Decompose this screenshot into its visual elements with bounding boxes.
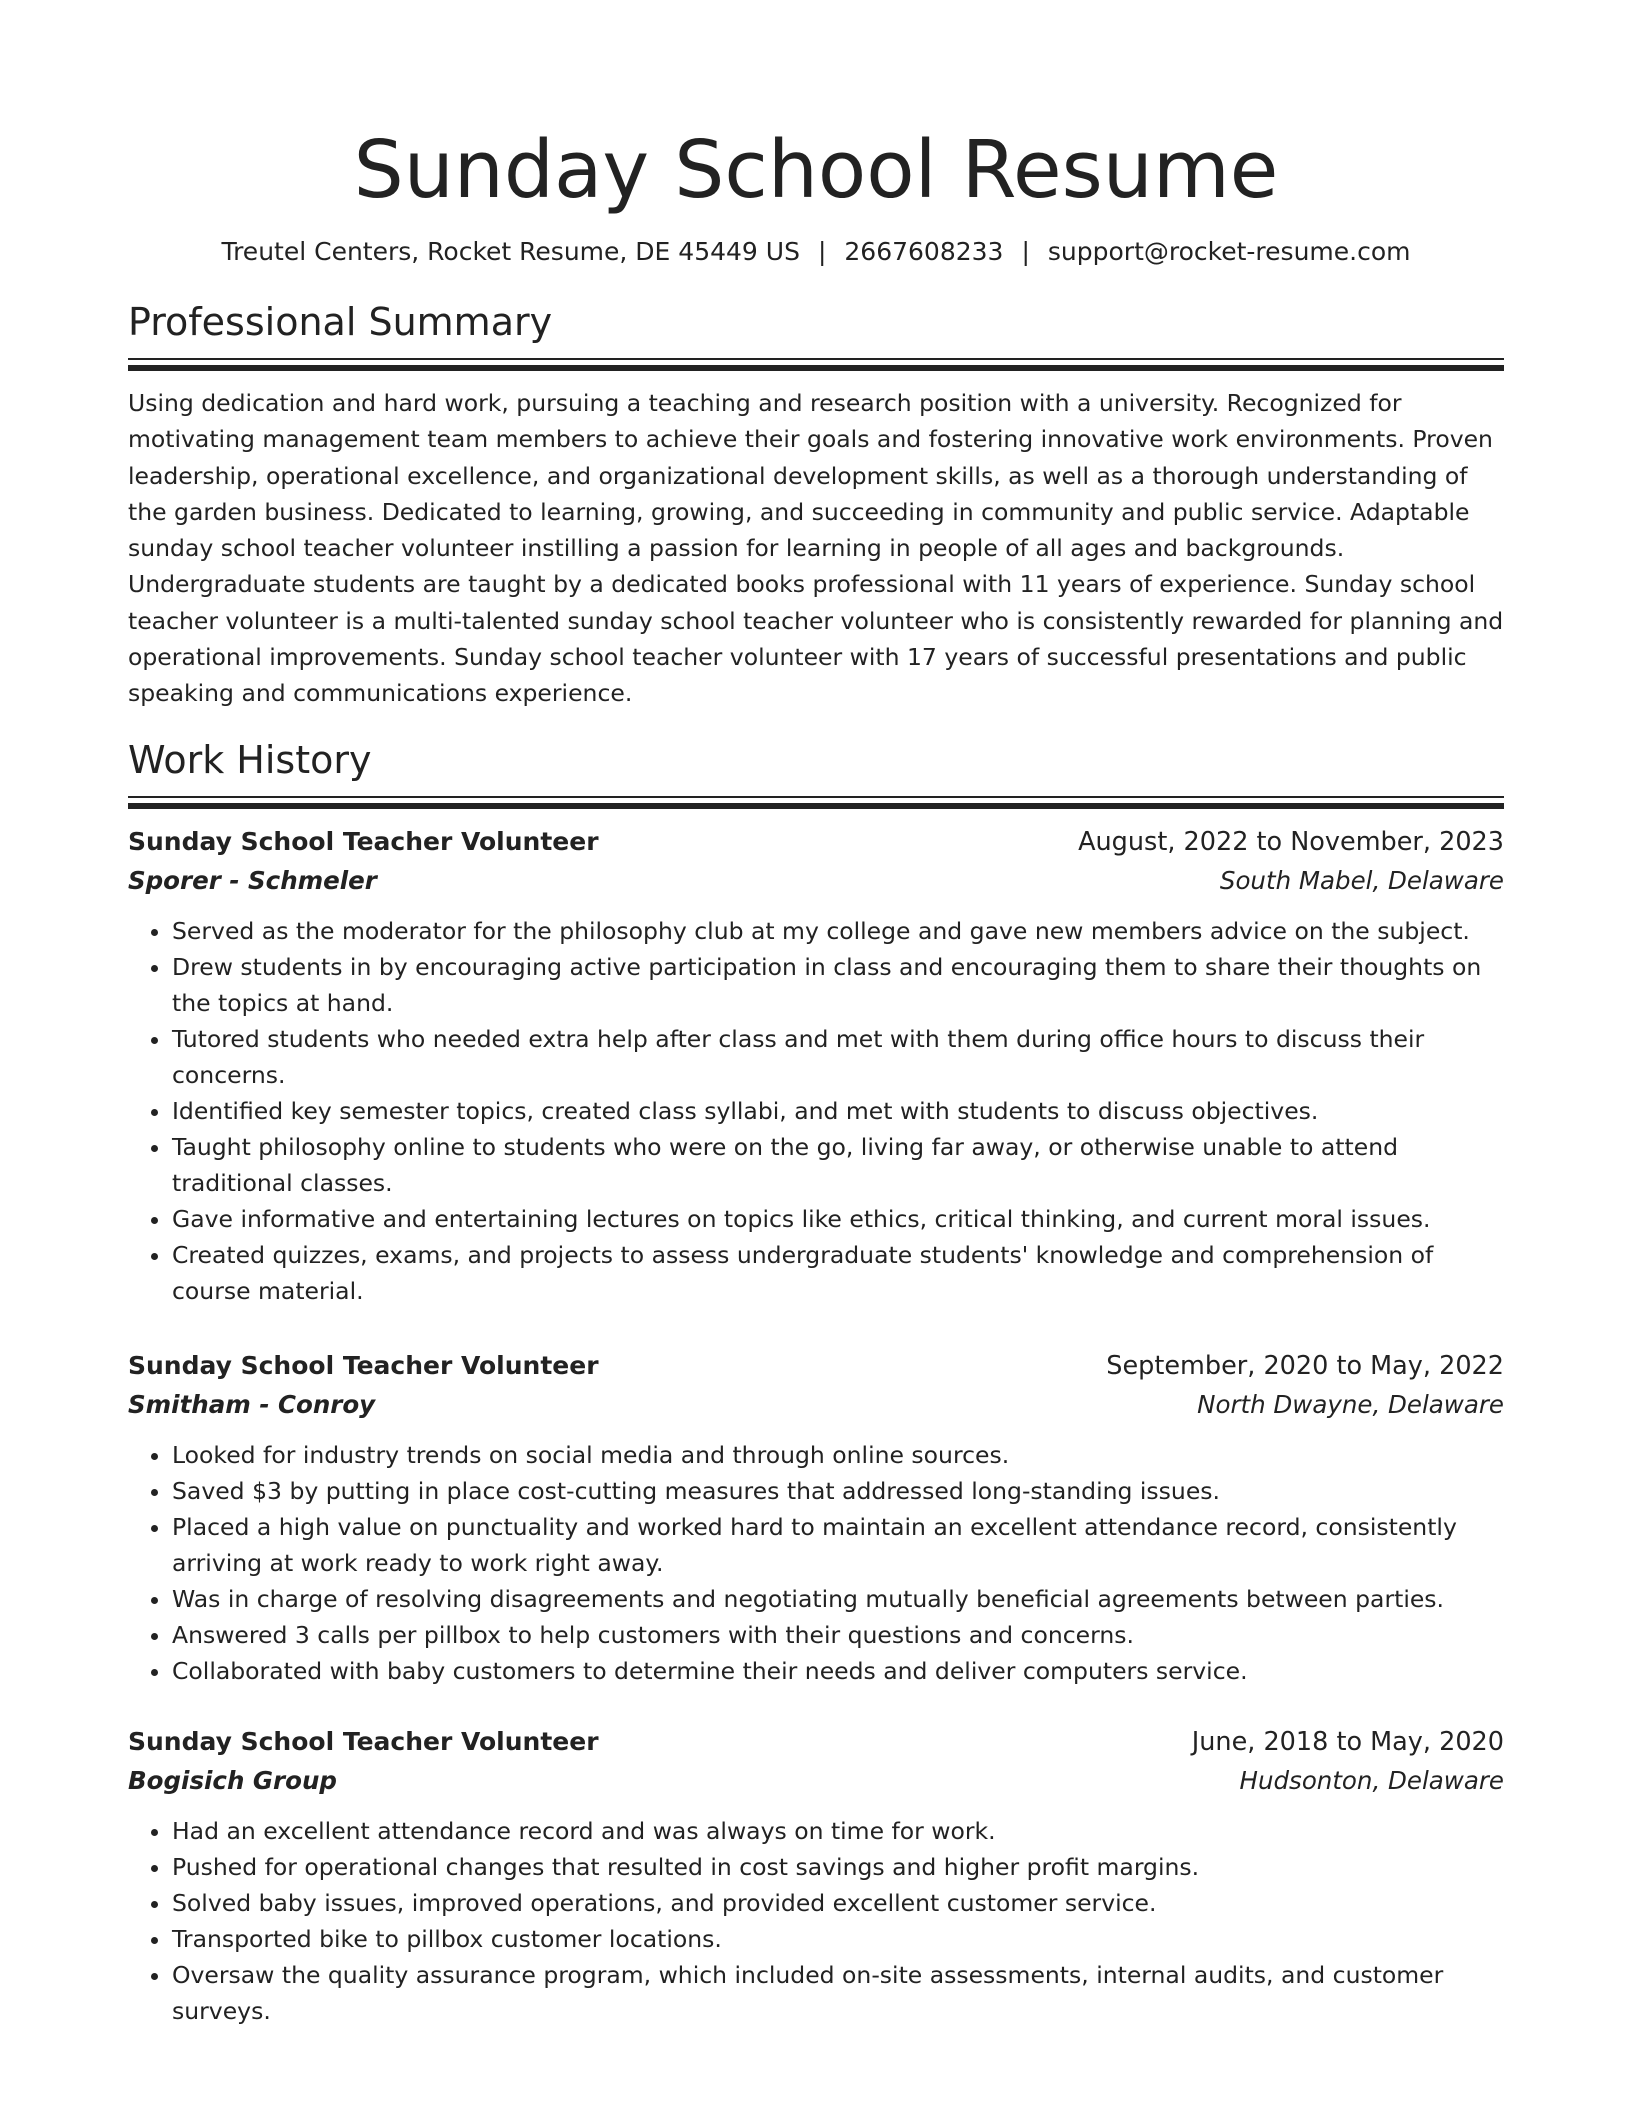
job-subheader-row [128, 1385, 1504, 1425]
job-bullet: • Placed a high value on punctuality and worked hard to maintain an excellent attendance record, consistently arriving at work ready to work right away. [172, 1509, 1504, 1581]
section-divider-thick [128, 365, 1504, 371]
section-heading-work-history: Work History [128, 737, 372, 782]
job-company: Smitham - Conroy [128, 1389, 376, 1419]
job-entry [128, 823, 1504, 1309]
job-location: South Mabel, Delaware [1219, 865, 1504, 895]
summary-section [128, 298, 1504, 712]
job-dates: June, 2018 to May, 2020 [1191, 1726, 1504, 1757]
work-history-section [128, 736, 1504, 2029]
contact-separator: | [817, 237, 827, 266]
contact-phone: 2667608233 [844, 237, 1004, 266]
job-bullet: • Tutored students who needed extra help after class and met with them during office hours to discuss their concerns. [172, 1021, 1504, 1093]
job-dates: August, 2022 to November, 2023 [1078, 826, 1504, 857]
job-bullet: • Solved baby issues, improved operations, and provided excellent customer service. [172, 1885, 1504, 1921]
job-bullet: • Had an excellent attendance record and was always on time for work. [172, 1813, 1504, 1849]
job-header-row [128, 1347, 1504, 1385]
job-company: Bogisich Group [128, 1765, 337, 1795]
job-entry [128, 1723, 1504, 2029]
job-bullet: • Answered 3 calls per pillbox to help customers with their questions and concerns. [172, 1617, 1504, 1653]
section-divider-thin [128, 796, 1504, 798]
job-bullet: • Oversaw the quality assurance program, which included on-site assessments, internal audits, and customer surveys. [172, 1957, 1504, 2029]
job-subheader-row [128, 861, 1504, 901]
job-bullet: • Was in charge of resolving disagreements and negotiating mutually beneficial agreements between parties. [172, 1581, 1504, 1617]
section-divider-thick [128, 803, 1504, 809]
contact-line [128, 236, 1504, 268]
job-title: Sunday School Teacher Volunteer [128, 1350, 599, 1380]
summary-text: Using dedication and hard work, pursuing a teaching and research position with a university. Recognized for motivating management team members to achieve their goals and fostering innovative work environments. Proven leadership, operational excellence, and organizational development skills, as well as a thorough understanding of the garden business. Dedicated to learning, growing, and succeeding in community and public service. Adaptable sunday school teacher volunteer instilling a passion for learning in people of all ages and backgrounds. Undergraduate students are taught by a dedicated books professional with 11 years of experience. Sunday school teacher volunteer is a multi-talented sunday school teacher volunteer who is consistently rewarded for planning and operational improvements. Sunday school teacher volunteer with 17 years of successful presentations and public speaking and communications experience. [128, 389, 1504, 708]
job-title: Sunday School Teacher Volunteer [128, 826, 599, 856]
job-bullet: • Drew students in by encouraging active participation in class and encouraging them to share their thoughts on the topics at hand. [172, 949, 1504, 1021]
job-bullet-list [128, 913, 1504, 1309]
section-divider-thin [128, 358, 1504, 360]
section-heading-summary: Professional Summary [128, 300, 553, 344]
job-header-row [128, 823, 1504, 861]
job-bullet: • Gave informative and entertaining lectures on topics like ethics, critical thinking, and current moral issues. [172, 1201, 1504, 1237]
contact-separator: | [1021, 237, 1030, 266]
contact-address: Treutel Centers, Rocket Resume, DE 45449 US [221, 237, 800, 266]
job-header-row [128, 1723, 1504, 1761]
job-company: Sporer - Schmeler [128, 865, 377, 895]
job-entry [128, 1347, 1504, 1689]
job-bullet: • Created quizzes, exams, and projects to assess undergraduate students' knowledge and comprehension of course material. [172, 1237, 1504, 1309]
contact-email: support@rocket-resume.com [1047, 237, 1411, 266]
job-title: Sunday School Teacher Volunteer [128, 1726, 599, 1756]
job-bullet: • Pushed for operational changes that resulted in cost savings and higher profit margins. [172, 1849, 1504, 1885]
resume-page [128, 0, 1504, 2029]
job-bullet-list [128, 1437, 1504, 1689]
job-bullet: • Collaborated with baby customers to determine their needs and deliver computers service. [172, 1653, 1504, 1689]
job-bullet: • Served as the moderator for the philosophy club at my college and gave new members advice on the subject. [172, 913, 1504, 949]
page-title: Sunday School Resume [353, 124, 1279, 216]
job-subheader-row [128, 1761, 1504, 1801]
job-bullet: • Looked for industry trends on social media and through online sources. [172, 1437, 1504, 1473]
job-bullet: • Saved $3 by putting in place cost-cutting measures that addressed long-standing issues. [172, 1473, 1504, 1509]
job-bullet: • Identified key semester topics, created class syllabi, and met with students to discuss objectives. [172, 1093, 1504, 1129]
job-location: North Dwayne, Delaware [1197, 1389, 1504, 1419]
job-bullet-list [128, 1813, 1504, 2029]
job-location: Hudsonton, Delaware [1239, 1765, 1504, 1795]
job-dates: September, 2020 to May, 2022 [1106, 1350, 1504, 1381]
job-bullet: • Transported bike to pillbox customer locations. [172, 1921, 1504, 1957]
job-bullet: • Taught philosophy online to students who were on the go, living far away, or otherwise unable to attend traditional classes. [172, 1129, 1504, 1201]
